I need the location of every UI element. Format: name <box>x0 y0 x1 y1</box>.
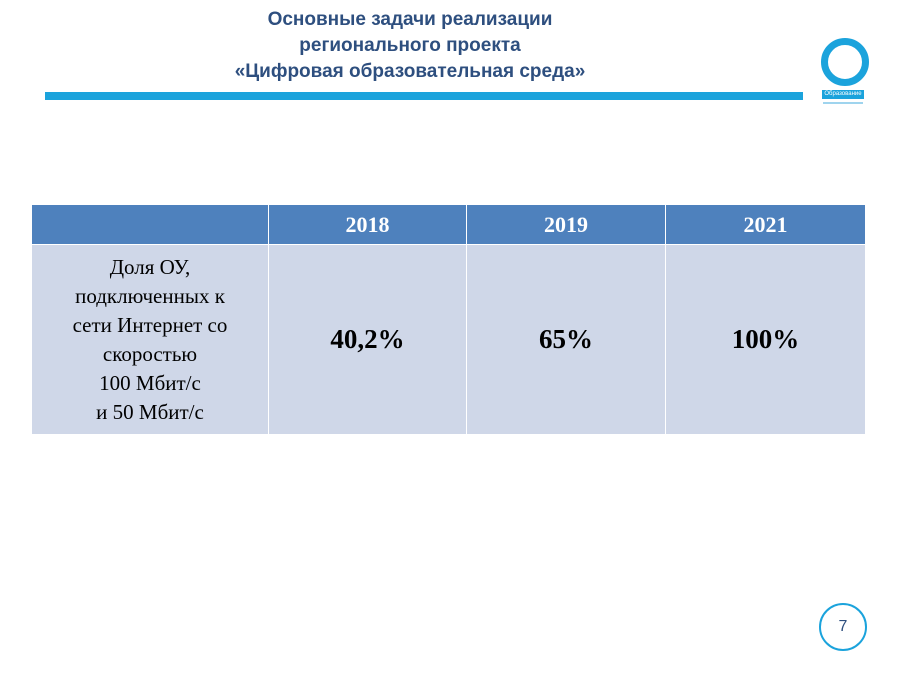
value-cell-2019: 65% <box>467 245 666 435</box>
slide-title <box>110 7 710 85</box>
row-label-cell: Доля ОУ, подключенных к сети Интернет со скоростью 100 Мбит/с и 50 Мбит/с <box>32 245 269 435</box>
logo-ring-icon <box>821 38 869 86</box>
value-cell-2021: 100% <box>666 245 866 435</box>
value-cell-2018: 40,2% <box>269 245 467 435</box>
title-underline-bar <box>45 92 803 100</box>
header-cell-2021: 2021 <box>666 205 866 245</box>
header-cell-empty <box>32 205 269 245</box>
education-logo <box>818 38 868 113</box>
page-number-badge: 7 <box>819 603 867 651</box>
header-cell-2019: 2019 <box>467 205 666 245</box>
logo-band-label: Образование <box>822 90 864 99</box>
title-line-3: «Цифровая образовательная среда» <box>234 61 586 82</box>
header-cell-2018: 2018 <box>269 205 467 245</box>
table-header-row <box>32 205 866 245</box>
table-row <box>32 245 866 435</box>
logo-subtitle-line <box>823 102 863 104</box>
title-line-1: Основные задачи реализации <box>267 9 553 30</box>
indicators-table <box>31 204 866 435</box>
title-line-2: регионального проекта <box>299 35 521 56</box>
